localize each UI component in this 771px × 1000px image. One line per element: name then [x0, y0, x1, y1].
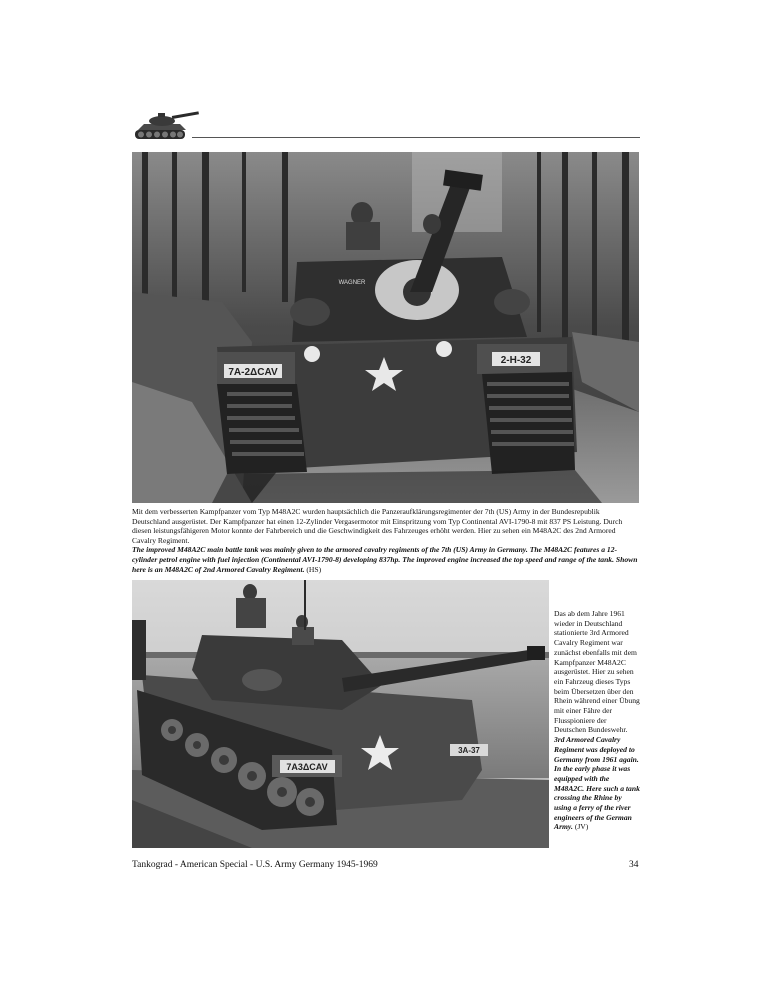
caption-top [132, 507, 639, 574]
top-right-plate: 2-H-32 [500, 355, 532, 366]
caption-side [554, 609, 640, 832]
top-left-plate: 7A-2ΔCAV [228, 367, 278, 378]
tank-silhouette-icon [132, 104, 200, 142]
caption-side-german: Das ab dem Jahre 1961 wieder in Deutschland stationierte 3rd Armored Cavalry Regiment war zunächst ebenfalls mit dem Kampfpanzer M48A2C ausgerüstet. Hier zu sehen ein Fahrzeug dieses Typs beim Übersetzen über den Rhein während einer Übung mit einer Fähre der Flusspioniere der Deutschen Bundeswehr. [554, 609, 640, 735]
header-rule [192, 137, 640, 138]
caption-top-english-text: The improved M48A2C main battle tank was mainly given to the armored cavalry regiments of the 7th (US) Army in Germany. The M48A2C features a 12-cylinder petrol engine with fuel injection (Continental AVI-1790-8) developing 837hp. The improved engine increased the top speed and range of the tank. Shown here is an M48A2C of 2nd Armored Cavalry Regiment. [132, 545, 638, 574]
photo-tank-forest-road [132, 152, 639, 503]
caption-side-credit: (JV) [574, 822, 589, 832]
page-number: 34 [629, 860, 639, 870]
caption-side-english [554, 735, 640, 832]
photo-tank-ferry-rhine [132, 580, 549, 848]
caption-top-credit: (HS) [306, 564, 322, 574]
bottom-rear-plate: 3A-37 [458, 746, 480, 755]
turret-name: WAGNER [338, 280, 366, 286]
caption-side-english-text: 3rd Armored Cavalry Regiment was deployed to Germany from 1961 again. In the early phase it was equipped with the M48A2C. Here such a tank crossing the Rhine by using a ferry of the river engineers of the German Army. [554, 735, 640, 832]
footer-title: Tankograd - American Special - U.S. Army Germany 1945-1969 [132, 860, 378, 870]
bottom-side-plate: 7A3ΔCAV [286, 762, 328, 772]
caption-top-german: Mit dem verbesserten Kampfpanzer vom Typ M48A2C wurden hauptsächlich die Panzeraufklärungsregimenter der 7th (US) Army in der Bundesrepublik Deutschland ausgerüstet. Der Kampfpanzer hat einen 12-Zylinder Vergasermotor mit Einspritzung vom Typ Continental AVI-1790-8 mit 837 PS Leistung. Durch diesen leistungsfähigeren Motor konnte der Fahrbereich und die Geschwindigkeit des Fahrzeuges erhöht werden. Hier zu sehen ein M48A2C des 2nd Armored Cavalry Regiment. [132, 507, 623, 545]
caption-top-english [132, 545, 639, 574]
